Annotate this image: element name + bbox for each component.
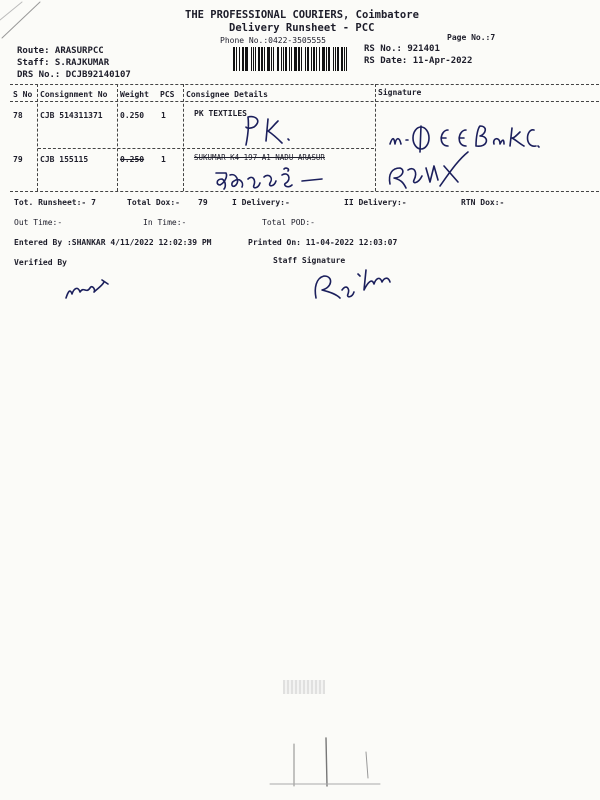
scan-smudge	[283, 680, 325, 694]
barcode-bar	[335, 47, 336, 71]
staff-signature-label: Staff Signature	[273, 256, 346, 265]
table-top-border	[10, 84, 599, 85]
barcode-bar	[233, 47, 235, 71]
verified-by-label: Verified By	[14, 258, 67, 267]
barcode-bar	[333, 47, 334, 71]
rtn-dox: RTN Dox:-	[461, 198, 505, 207]
barcode	[233, 47, 350, 71]
barcode-bar	[346, 47, 347, 71]
table-row-divider	[38, 148, 374, 149]
barcode-bar	[313, 47, 315, 71]
barcode-bar	[253, 47, 254, 71]
row-1-pcs: 1	[161, 111, 166, 120]
barcode-bar	[239, 47, 240, 71]
staff-signature	[310, 264, 400, 304]
verified-by-signature	[64, 276, 114, 300]
col-divider-1	[37, 84, 38, 191]
barcode-bar	[319, 47, 320, 71]
header-consignee: Consignee Details	[186, 90, 268, 99]
barcode-bar	[271, 47, 272, 71]
route-label: Route: ARASURPCC	[17, 46, 104, 56]
scan-fold-marks	[270, 738, 390, 788]
barcode-bar	[316, 47, 317, 71]
barcode-bar	[305, 47, 306, 71]
header-signature: Signature	[378, 88, 422, 97]
header-consignment: Consignment No	[40, 90, 108, 99]
total-dox-label: Total Dox:-	[127, 198, 180, 207]
runsheet-title: Delivery Runsheet - PCC	[229, 22, 375, 34]
drs-number: DRS No.: DCJB92140107	[17, 70, 131, 80]
barcode-bar	[261, 47, 263, 71]
ii-delivery: II Delivery:-	[344, 198, 407, 207]
barcode-bar	[294, 47, 297, 71]
out-time: Out Time:-	[14, 218, 63, 227]
rs-date: RS Date: 11-Apr-2022	[364, 56, 473, 66]
row-2-consignment: CJB 155115	[40, 155, 89, 164]
page-number: Page No.:7	[447, 33, 496, 42]
row-2-weight: 0.250	[120, 155, 145, 164]
barcode-bar	[255, 47, 256, 71]
barcode-bar	[264, 47, 265, 71]
barcode-bar	[236, 47, 237, 71]
barcode-bar	[322, 47, 325, 71]
total-pod: Total POD:-	[262, 218, 315, 227]
table-bottom-border	[10, 191, 599, 192]
in-time: In Time:-	[143, 218, 187, 227]
printed-on: Printed On: 11-04-2022 12:03:07	[248, 238, 398, 247]
barcode-bar	[328, 47, 330, 71]
barcode-bar	[285, 47, 287, 71]
barcode-bar	[301, 47, 302, 71]
barcode-bar	[341, 47, 343, 71]
header-weight: Weight	[120, 90, 149, 99]
barcode-bar	[326, 47, 327, 71]
row-1-sno: 78	[13, 111, 23, 120]
row-2-consignee: SUKUMAR K4 197 A1 NADU ARASUR	[194, 153, 325, 162]
row-2-sno: 79	[13, 155, 23, 164]
barcode-bar	[311, 47, 312, 71]
barcode-bar	[251, 47, 252, 71]
header-sno: S No	[13, 90, 33, 99]
barcode-bar	[291, 47, 292, 71]
col-divider-2	[117, 84, 118, 191]
corner-fold-mark	[0, 0, 70, 40]
company-title: THE PROFESSIONAL COURIERS, Coimbatore	[185, 9, 419, 21]
barcode-bar	[344, 47, 345, 71]
barcode-bar	[337, 47, 339, 71]
row-2-signature	[384, 150, 474, 190]
table-header-divider	[10, 101, 599, 102]
col-divider-3	[183, 84, 184, 191]
tot-runsheet: Tot. Runsheet:- 7	[14, 198, 96, 207]
handwritten-consignee-name	[212, 165, 332, 191]
phone-number: Phone No.:0422-3505555	[220, 36, 326, 45]
barcode-bar	[267, 47, 270, 71]
barcode-bar	[273, 47, 274, 71]
barcode-bar	[258, 47, 260, 71]
barcode-bar	[281, 47, 282, 71]
staff-label: Staff: S.RAJKUMAR	[17, 58, 110, 68]
barcode-bar	[277, 47, 279, 71]
handwritten-pk-mark	[240, 115, 300, 147]
header-pcs: PCS	[160, 90, 175, 99]
rs-number: RS No.: 921401	[364, 44, 440, 54]
row-1-weight: 0.250	[120, 111, 145, 120]
row-2-pcs: 1	[161, 155, 166, 164]
barcode-bar	[242, 47, 244, 71]
barcode-bar	[298, 47, 300, 71]
barcode-bar	[289, 47, 290, 71]
row-1-consignment: CJB 514311371	[40, 111, 103, 120]
total-dox-value: 79	[198, 198, 208, 207]
row-1-consignee: PK TEXTILES	[194, 109, 247, 118]
entered-by: Entered By :SHANKAR 4/11/2022 12:02:39 PM	[14, 238, 212, 247]
barcode-bar	[245, 47, 248, 71]
barcode-bar	[283, 47, 284, 71]
i-delivery: I Delivery:-	[232, 198, 290, 207]
col-divider-4	[375, 84, 376, 191]
barcode-bar	[307, 47, 309, 71]
